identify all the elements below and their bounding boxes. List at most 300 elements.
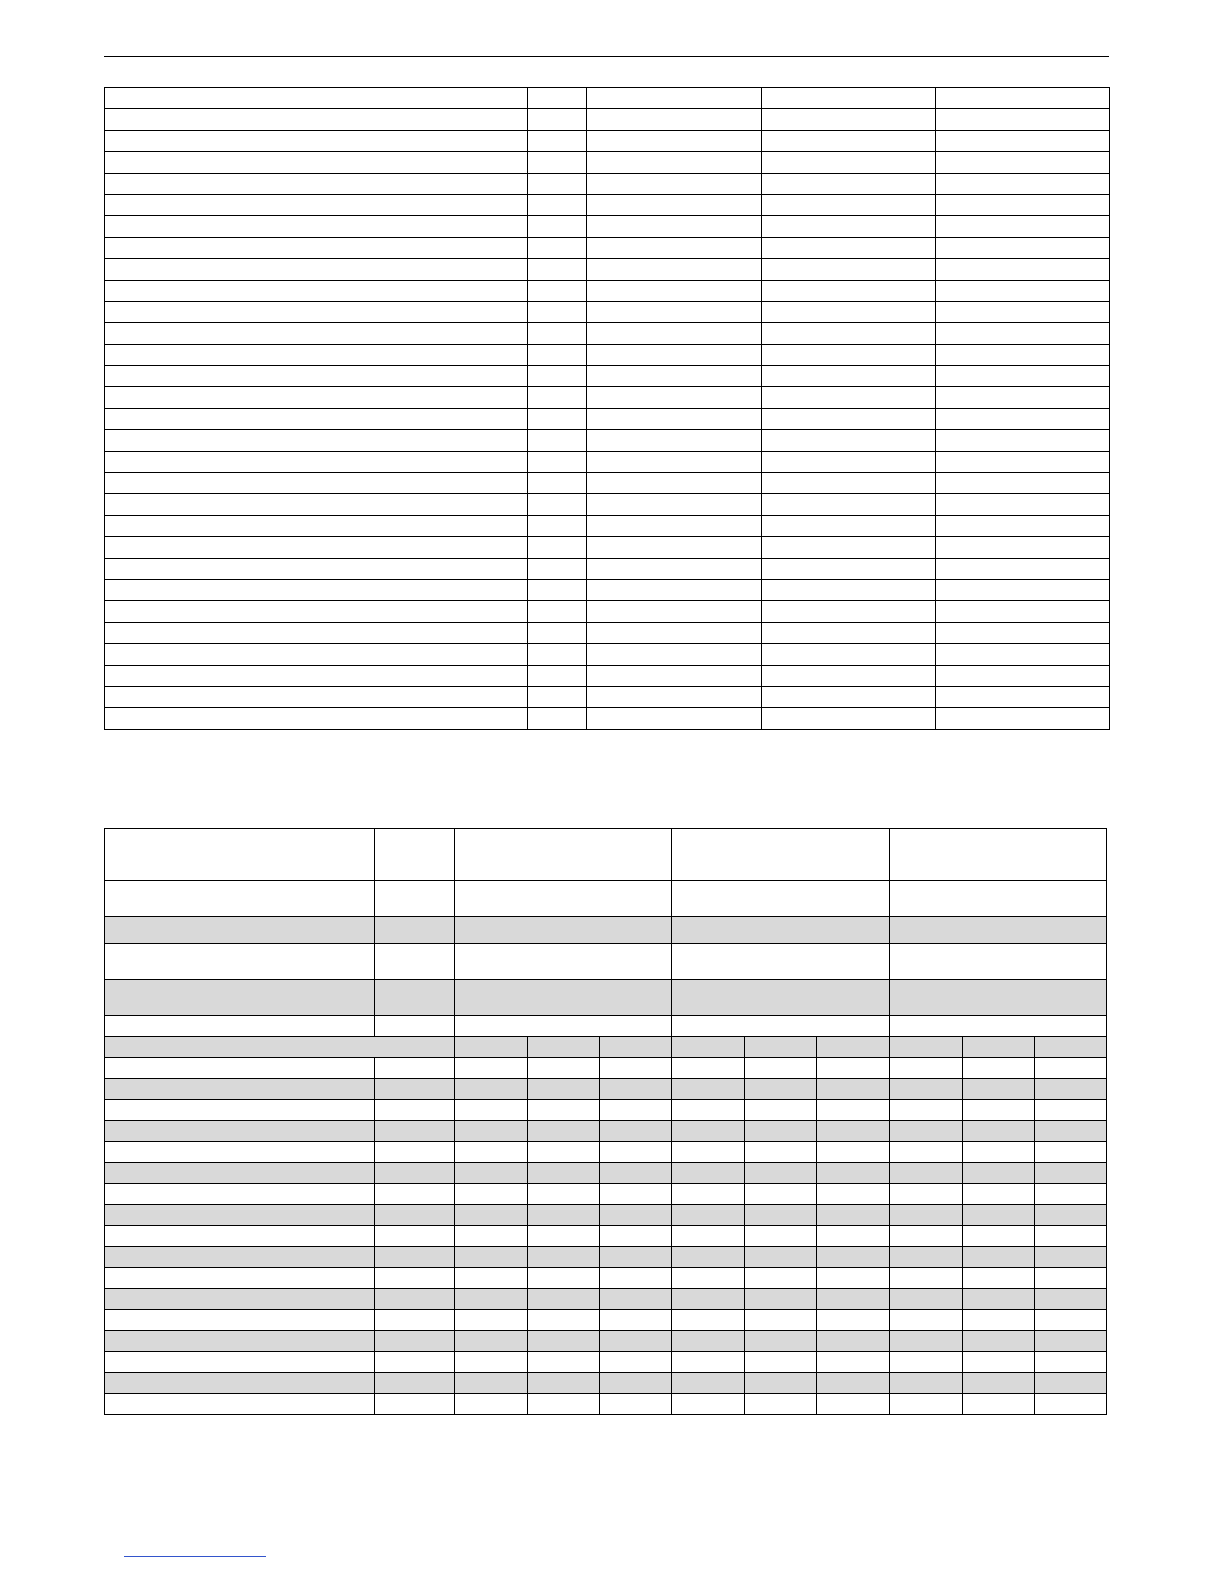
table-cell xyxy=(454,1310,527,1331)
table-cell xyxy=(817,1226,889,1247)
table-cell xyxy=(105,1289,375,1310)
table-cell xyxy=(599,1268,671,1289)
table-cell xyxy=(105,579,528,600)
table-cell xyxy=(936,515,1110,536)
table-cell xyxy=(587,665,762,686)
table-cell xyxy=(1034,1373,1106,1394)
table-cell xyxy=(745,1226,817,1247)
table-cell xyxy=(762,601,936,622)
table-cell xyxy=(817,1289,889,1310)
table-cell xyxy=(105,1373,375,1394)
table-row xyxy=(105,708,1110,729)
table-cell xyxy=(454,1037,527,1058)
table-row xyxy=(105,1205,1107,1226)
table-cell xyxy=(672,1289,745,1310)
table-cell xyxy=(672,1247,745,1268)
table-cell xyxy=(374,1352,454,1373)
table-cell xyxy=(936,216,1110,237)
table-cell xyxy=(587,430,762,451)
table-cell xyxy=(528,109,587,130)
table-cell xyxy=(936,473,1110,494)
table-cell xyxy=(527,1100,599,1121)
table-cell xyxy=(374,1310,454,1331)
table-cell xyxy=(962,1373,1034,1394)
table-cell xyxy=(105,494,528,515)
table-cell xyxy=(454,1289,527,1310)
table-cell xyxy=(962,1100,1034,1121)
table-cell xyxy=(1034,1079,1106,1100)
table-cell xyxy=(817,1079,889,1100)
table-cell xyxy=(527,1205,599,1226)
table-row xyxy=(105,88,1110,109)
table-cell xyxy=(374,1226,454,1247)
table-cell xyxy=(454,1121,527,1142)
table-cell xyxy=(374,1331,454,1352)
table-cell xyxy=(587,686,762,707)
table-cell xyxy=(936,237,1110,258)
table-cell xyxy=(528,601,587,622)
table-cell xyxy=(817,1247,889,1268)
table-cell xyxy=(374,1373,454,1394)
table-cell xyxy=(105,1016,375,1037)
table-row xyxy=(105,537,1110,558)
table-cell xyxy=(587,579,762,600)
table-row xyxy=(105,917,1107,944)
table-cell xyxy=(528,152,587,173)
table-row xyxy=(105,344,1110,365)
table-cell xyxy=(1034,1268,1106,1289)
table-row xyxy=(105,1079,1107,1100)
table-cell xyxy=(889,1226,962,1247)
table-row xyxy=(105,280,1110,301)
table-cell xyxy=(374,1121,454,1142)
table-cell xyxy=(454,1394,527,1415)
table-cell xyxy=(817,1373,889,1394)
table-cell xyxy=(672,1058,745,1079)
table-cell xyxy=(454,1247,527,1268)
table-cell xyxy=(745,1373,817,1394)
table-cell xyxy=(762,515,936,536)
table-row xyxy=(105,109,1110,130)
table-cell xyxy=(454,1016,671,1037)
table-cell xyxy=(889,829,1107,881)
table-cell xyxy=(587,366,762,387)
table-cell xyxy=(762,558,936,579)
table-row xyxy=(105,1310,1107,1331)
table-cell xyxy=(105,408,528,429)
table-cell xyxy=(527,1373,599,1394)
table-cell xyxy=(587,301,762,322)
table-cell xyxy=(528,473,587,494)
table-cell xyxy=(1034,1331,1106,1352)
table-cell xyxy=(105,1205,375,1226)
table-cell xyxy=(745,1205,817,1226)
table-cell xyxy=(762,366,936,387)
table-row xyxy=(105,259,1110,280)
table-cell xyxy=(527,1310,599,1331)
table-cell xyxy=(105,944,375,980)
table-cell xyxy=(454,1373,527,1394)
table-cell xyxy=(762,88,936,109)
table-cell xyxy=(889,1331,962,1352)
table-cell xyxy=(936,686,1110,707)
table-row xyxy=(105,622,1110,643)
table-cell xyxy=(105,601,528,622)
table-cell xyxy=(762,473,936,494)
table-cell xyxy=(962,1163,1034,1184)
table-cell xyxy=(936,88,1110,109)
table-cell xyxy=(599,1226,671,1247)
table-cell xyxy=(745,1247,817,1268)
table-cell xyxy=(762,451,936,472)
table-cell xyxy=(762,387,936,408)
table-cell xyxy=(672,1268,745,1289)
table-cell xyxy=(599,1373,671,1394)
table-cell xyxy=(817,1205,889,1226)
table-cell xyxy=(762,644,936,665)
table-cell xyxy=(962,1226,1034,1247)
table-row xyxy=(105,515,1110,536)
table-cell xyxy=(454,1079,527,1100)
table-cell xyxy=(454,1163,527,1184)
table-cell xyxy=(936,451,1110,472)
table-cell xyxy=(454,1352,527,1373)
table-row xyxy=(105,1394,1107,1415)
table-cell xyxy=(672,944,889,980)
table-cell xyxy=(936,387,1110,408)
table-header-row xyxy=(105,829,1107,881)
table-cell xyxy=(936,323,1110,344)
table-row xyxy=(105,408,1110,429)
table-cell xyxy=(936,494,1110,515)
table-cell xyxy=(962,1079,1034,1100)
table-cell xyxy=(587,451,762,472)
table-cell xyxy=(889,1373,962,1394)
table-cell xyxy=(599,1184,671,1205)
table-row xyxy=(105,173,1110,194)
table-cell xyxy=(587,387,762,408)
table-cell xyxy=(374,1205,454,1226)
table-cell xyxy=(587,173,762,194)
table-cell xyxy=(374,944,454,980)
table-cell xyxy=(527,1163,599,1184)
table-cell xyxy=(962,1268,1034,1289)
table-row xyxy=(105,130,1110,151)
table-cell xyxy=(672,829,889,881)
table-cell xyxy=(599,1079,671,1100)
table-cell xyxy=(599,1121,671,1142)
table-cell xyxy=(599,1058,671,1079)
table-cell xyxy=(105,451,528,472)
table-cell xyxy=(105,665,528,686)
table-cell xyxy=(745,1058,817,1079)
table-cell xyxy=(889,881,1107,917)
table-cell xyxy=(672,1163,745,1184)
table-cell xyxy=(527,1268,599,1289)
table-cell xyxy=(672,1352,745,1373)
table-cell xyxy=(936,344,1110,365)
table-cell xyxy=(936,665,1110,686)
table-cell xyxy=(672,1142,745,1163)
table-cell xyxy=(936,194,1110,215)
table-cell xyxy=(454,944,671,980)
table-cell xyxy=(936,109,1110,130)
table-cell xyxy=(105,644,528,665)
table-cell xyxy=(105,344,528,365)
table-cell xyxy=(587,537,762,558)
table-cell xyxy=(587,622,762,643)
table-cell xyxy=(1034,1184,1106,1205)
table-cell xyxy=(936,622,1110,643)
table-cell xyxy=(762,665,936,686)
table-cell xyxy=(1034,1058,1106,1079)
table-cell xyxy=(962,1037,1034,1058)
table-cell xyxy=(962,1142,1034,1163)
table-row xyxy=(105,1016,1107,1037)
table-cell xyxy=(1034,1310,1106,1331)
table-cell xyxy=(528,430,587,451)
table-cell xyxy=(527,1058,599,1079)
table-cell xyxy=(374,980,454,1016)
table-cell xyxy=(105,130,528,151)
table-cell xyxy=(672,1394,745,1415)
table-cell xyxy=(889,1289,962,1310)
table-cell xyxy=(889,1079,962,1100)
table-cell xyxy=(527,1037,599,1058)
data-table-upper xyxy=(104,87,1110,730)
table-row xyxy=(105,1058,1107,1079)
table-cell xyxy=(105,881,375,917)
table-cell xyxy=(936,537,1110,558)
table-cell xyxy=(817,1310,889,1331)
table-cell xyxy=(1034,1121,1106,1142)
table-cell xyxy=(528,686,587,707)
table-row xyxy=(105,944,1107,980)
table-cell xyxy=(587,515,762,536)
table-cell xyxy=(745,1163,817,1184)
table-cell xyxy=(454,1205,527,1226)
table-cell xyxy=(105,686,528,707)
table-cell xyxy=(587,259,762,280)
table-cell xyxy=(672,1121,745,1142)
table-cell xyxy=(374,1016,454,1037)
table-cell xyxy=(762,194,936,215)
table-cell xyxy=(527,1352,599,1373)
table-cell xyxy=(105,829,375,881)
table-cell xyxy=(527,1247,599,1268)
table-cell xyxy=(105,980,375,1016)
table-row xyxy=(105,1121,1107,1142)
table-cell xyxy=(889,1205,962,1226)
table-cell xyxy=(105,1163,375,1184)
table-cell xyxy=(528,644,587,665)
table-cell xyxy=(374,1184,454,1205)
table-cell xyxy=(745,1079,817,1100)
table-row xyxy=(105,601,1110,622)
table-row xyxy=(105,644,1110,665)
table-row xyxy=(105,451,1110,472)
table-cell xyxy=(962,1331,1034,1352)
table-row xyxy=(105,558,1110,579)
table-subheader-row xyxy=(105,1037,1107,1058)
table-cell xyxy=(528,708,587,729)
table-cell xyxy=(1034,1205,1106,1226)
table-cell xyxy=(745,1310,817,1331)
table-row xyxy=(105,430,1110,451)
table-cell xyxy=(599,1037,671,1058)
table-cell xyxy=(762,323,936,344)
table-cell xyxy=(889,1394,962,1415)
table-cell xyxy=(1034,1142,1106,1163)
table-cell xyxy=(962,1121,1034,1142)
table-cell xyxy=(962,1289,1034,1310)
table-cell xyxy=(672,1226,745,1247)
table-cell xyxy=(528,259,587,280)
table-cell xyxy=(528,451,587,472)
table-cell xyxy=(962,1058,1034,1079)
table-cell xyxy=(454,980,671,1016)
table-cell xyxy=(105,88,528,109)
table-cell xyxy=(936,130,1110,151)
table-cell xyxy=(1034,1247,1106,1268)
table-cell xyxy=(889,980,1107,1016)
table-cell xyxy=(105,1058,375,1079)
table-cell xyxy=(762,430,936,451)
table-row xyxy=(105,881,1107,917)
table-cell xyxy=(762,109,936,130)
table-cell xyxy=(745,1037,817,1058)
table-cell xyxy=(105,537,528,558)
table-cell xyxy=(1034,1394,1106,1415)
table-cell xyxy=(889,917,1107,944)
table-cell xyxy=(587,473,762,494)
table-cell xyxy=(105,1352,375,1373)
table-cell xyxy=(527,1142,599,1163)
table-row xyxy=(105,1226,1107,1247)
table-cell xyxy=(672,1205,745,1226)
table-cell xyxy=(105,1100,375,1121)
table-cell xyxy=(762,622,936,643)
table-cell xyxy=(962,1184,1034,1205)
table-cell xyxy=(454,1058,527,1079)
table-cell xyxy=(817,1331,889,1352)
table-cell xyxy=(105,301,528,322)
table-cell xyxy=(762,344,936,365)
table-cell xyxy=(587,408,762,429)
table-cell xyxy=(889,1100,962,1121)
table-row xyxy=(105,194,1110,215)
table-cell xyxy=(587,130,762,151)
table-cell xyxy=(587,152,762,173)
table-cell xyxy=(817,1037,889,1058)
table-cell xyxy=(817,1184,889,1205)
table-cell xyxy=(105,558,528,579)
table-cell xyxy=(599,1310,671,1331)
table-row xyxy=(105,686,1110,707)
table-cell xyxy=(105,430,528,451)
table-cell xyxy=(889,1184,962,1205)
table-cell xyxy=(454,1184,527,1205)
page-header-rule xyxy=(104,56,1109,57)
table-cell xyxy=(889,1121,962,1142)
table-cell xyxy=(527,1226,599,1247)
table-cell xyxy=(936,430,1110,451)
table-cell xyxy=(374,1142,454,1163)
table-row xyxy=(105,323,1110,344)
table-cell xyxy=(1034,1100,1106,1121)
table-cell xyxy=(528,130,587,151)
table-cell xyxy=(105,259,528,280)
table-cell xyxy=(105,1121,375,1142)
table-cell xyxy=(1034,1289,1106,1310)
table-cell xyxy=(889,1247,962,1268)
table-cell xyxy=(105,323,528,344)
table-row xyxy=(105,216,1110,237)
table-cell xyxy=(105,1079,375,1100)
table-cell xyxy=(889,1058,962,1079)
table-cell xyxy=(374,1058,454,1079)
table-row xyxy=(105,494,1110,515)
table-cell xyxy=(105,1184,375,1205)
table-cell xyxy=(762,259,936,280)
table-cell xyxy=(672,1079,745,1100)
table-cell xyxy=(817,1142,889,1163)
table-row xyxy=(105,1247,1107,1268)
table-cell xyxy=(745,1394,817,1415)
table-cell xyxy=(528,537,587,558)
table-cell xyxy=(587,237,762,258)
table-cell xyxy=(454,881,671,917)
table-cell xyxy=(1034,1163,1106,1184)
table-cell xyxy=(762,408,936,429)
table-cell xyxy=(817,1352,889,1373)
table-cell xyxy=(105,515,528,536)
table-row xyxy=(105,1373,1107,1394)
table-cell xyxy=(587,323,762,344)
table-cell xyxy=(105,109,528,130)
table-cell xyxy=(1034,1226,1106,1247)
table-cell xyxy=(936,408,1110,429)
table-cell xyxy=(745,1142,817,1163)
table-cell xyxy=(528,344,587,365)
table-cell xyxy=(599,1289,671,1310)
table-cell xyxy=(936,280,1110,301)
table-row xyxy=(105,1352,1107,1373)
table-row xyxy=(105,579,1110,600)
table-cell xyxy=(105,366,528,387)
table-cell xyxy=(374,917,454,944)
table-cell xyxy=(599,1163,671,1184)
table-cell xyxy=(105,708,528,729)
table-cell xyxy=(528,280,587,301)
table-cell xyxy=(105,1226,375,1247)
table-cell xyxy=(527,1289,599,1310)
table-cell xyxy=(889,1016,1107,1037)
table-row xyxy=(105,1100,1107,1121)
table-cell xyxy=(889,1352,962,1373)
table-cell xyxy=(599,1247,671,1268)
table-cell xyxy=(745,1121,817,1142)
table-cell xyxy=(374,1247,454,1268)
table-cell xyxy=(762,494,936,515)
table-cell xyxy=(936,152,1110,173)
table-cell xyxy=(528,173,587,194)
table-row xyxy=(105,1184,1107,1205)
table-cell xyxy=(105,1268,375,1289)
table-cell xyxy=(587,344,762,365)
table-cell xyxy=(962,1310,1034,1331)
table-row xyxy=(105,301,1110,322)
